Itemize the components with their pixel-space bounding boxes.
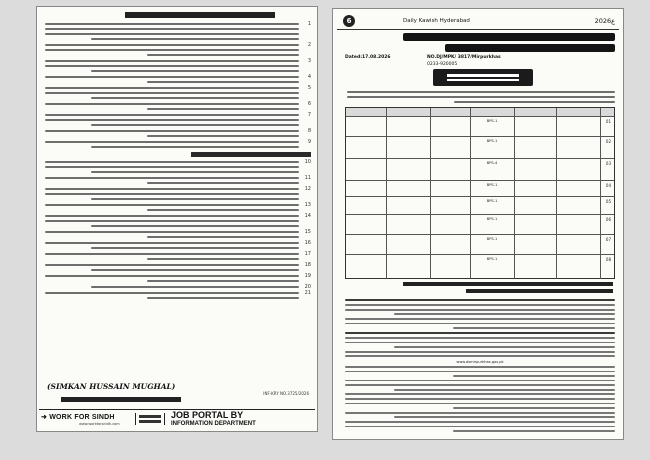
signatory-office-title bbox=[61, 397, 181, 402]
section-subheading bbox=[191, 152, 311, 157]
instruction-paragraph bbox=[45, 103, 311, 110]
instruction-paragraph bbox=[45, 188, 311, 200]
information-department-title: INFORMATION DEPARTMENT bbox=[171, 421, 256, 427]
instruction-paragraph bbox=[45, 141, 311, 148]
table-row bbox=[346, 255, 614, 279]
serial-number: 04 bbox=[605, 183, 611, 188]
pay-scale: BPS-1 bbox=[486, 217, 498, 221]
job-portal-title: JOB PORTAL BY bbox=[171, 410, 244, 420]
intro-text bbox=[347, 91, 615, 106]
reference-number: NO.DJ/MPK/ 3817/Mirpurkhas bbox=[427, 55, 501, 60]
paragraph-number: 17 bbox=[304, 251, 311, 257]
instruction-paragraph bbox=[45, 231, 311, 238]
arrow-icon: ➜ bbox=[41, 414, 48, 421]
instruction-paragraph bbox=[45, 76, 311, 83]
serial-number: 03 bbox=[605, 161, 611, 166]
pay-scale: BPS-1 bbox=[486, 119, 498, 123]
paragraph-number: 20 bbox=[304, 284, 311, 290]
paragraph-number: 10 bbox=[304, 159, 311, 165]
instruction-paragraph bbox=[45, 204, 311, 211]
instructions-body bbox=[45, 23, 311, 343]
serial-number: 02 bbox=[605, 139, 611, 144]
instruction-paragraph bbox=[45, 292, 311, 299]
notice-date: Dated:17.08.2026 bbox=[345, 55, 391, 60]
table-row bbox=[346, 159, 614, 181]
paragraph-number: 5 bbox=[307, 85, 311, 91]
serial-number: 08 bbox=[605, 257, 611, 262]
advertisement-banner bbox=[433, 69, 533, 86]
serial-number: 06 bbox=[605, 217, 611, 222]
application-instructions-body bbox=[345, 299, 615, 435]
table-header-row bbox=[346, 108, 614, 117]
paragraph-number: 9 bbox=[307, 139, 311, 145]
instruction-paragraph bbox=[45, 44, 311, 56]
instruction-paragraph bbox=[45, 130, 311, 137]
website-url: www.dsmirpurkhas.gos.pk bbox=[456, 359, 504, 364]
table-row bbox=[346, 181, 614, 197]
pay-scale: BPS-1 bbox=[486, 199, 498, 203]
paragraph-number: 12 bbox=[304, 186, 311, 192]
pay-scale: BPS-1 bbox=[486, 237, 498, 241]
serial-number: 01 bbox=[605, 119, 611, 124]
instruction-paragraph bbox=[45, 253, 311, 260]
paragraph-number: 8 bbox=[307, 128, 311, 134]
newspaper-date: 2026ع bbox=[594, 17, 615, 25]
pay-scale: BPS-1 bbox=[486, 257, 498, 261]
instruction-paragraph bbox=[45, 114, 311, 126]
signatory-name: (SIMKAN HUSSAIN MUGHAL) bbox=[47, 382, 176, 391]
paragraph-number: 1 bbox=[307, 21, 311, 27]
paragraph-number: 11 bbox=[304, 175, 311, 181]
newspaper-name: Daily Kawish Hyderabad bbox=[403, 18, 470, 24]
table-row bbox=[346, 197, 614, 215]
work-for-sindh-logo: ➜ WORK FOR SINDH bbox=[41, 414, 115, 421]
pay-scale: BPS-1 bbox=[486, 139, 498, 143]
serial-number: 07 bbox=[605, 237, 611, 242]
page-number-badge: 6 bbox=[343, 15, 355, 27]
instruction-paragraph bbox=[45, 177, 311, 184]
instruction-paragraph bbox=[45, 275, 311, 282]
instruction-paragraph bbox=[45, 60, 311, 72]
paragraph-number: 2 bbox=[307, 42, 311, 48]
job-portal-banner bbox=[39, 409, 315, 429]
instruction-paragraph bbox=[45, 264, 311, 271]
paragraph-number: 14 bbox=[304, 213, 311, 219]
paragraph-number: 7 bbox=[307, 112, 311, 118]
paragraph-number: 21 bbox=[304, 290, 311, 296]
masthead-rule bbox=[337, 29, 619, 30]
paragraph-number: 6 bbox=[307, 101, 311, 107]
pay-scale: BPS-4 bbox=[486, 161, 498, 165]
paragraph-number: 3 bbox=[307, 58, 311, 64]
paragraph-number: 19 bbox=[304, 273, 311, 279]
instruction-paragraph bbox=[45, 286, 311, 288]
paragraph-number: 15 bbox=[304, 229, 311, 235]
instruction-paragraph bbox=[45, 87, 311, 99]
instructions-heading bbox=[125, 12, 275, 19]
right-newspaper-page bbox=[332, 8, 624, 440]
instruction-paragraph bbox=[45, 215, 311, 227]
table-row bbox=[346, 117, 614, 137]
paragraph-number: 16 bbox=[304, 240, 311, 246]
posts-table bbox=[345, 107, 615, 279]
paragraph-number: 13 bbox=[304, 202, 311, 208]
instruction-paragraph bbox=[45, 161, 311, 173]
paragraph-number: 18 bbox=[304, 262, 311, 268]
pay-scale: BPS-1 bbox=[486, 183, 498, 187]
instruction-paragraph bbox=[45, 23, 311, 40]
work-for-sindh-url: www.workforsindh.com bbox=[79, 422, 120, 426]
left-newspaper-page bbox=[36, 6, 318, 432]
table-row bbox=[346, 235, 614, 255]
table-row bbox=[346, 215, 614, 235]
signature-block bbox=[47, 382, 197, 402]
instruction-paragraph bbox=[45, 242, 311, 249]
paragraph-number: 4 bbox=[307, 74, 311, 80]
portal-urdu-title bbox=[135, 413, 165, 425]
table-row bbox=[346, 137, 614, 159]
inf-reference-number: INF-KRY NO.3725/2026 bbox=[263, 391, 309, 396]
office-phone: 0233-920005 bbox=[427, 62, 458, 67]
application-instructions-heading bbox=[403, 282, 613, 296]
serial-number: 05 bbox=[605, 199, 611, 204]
